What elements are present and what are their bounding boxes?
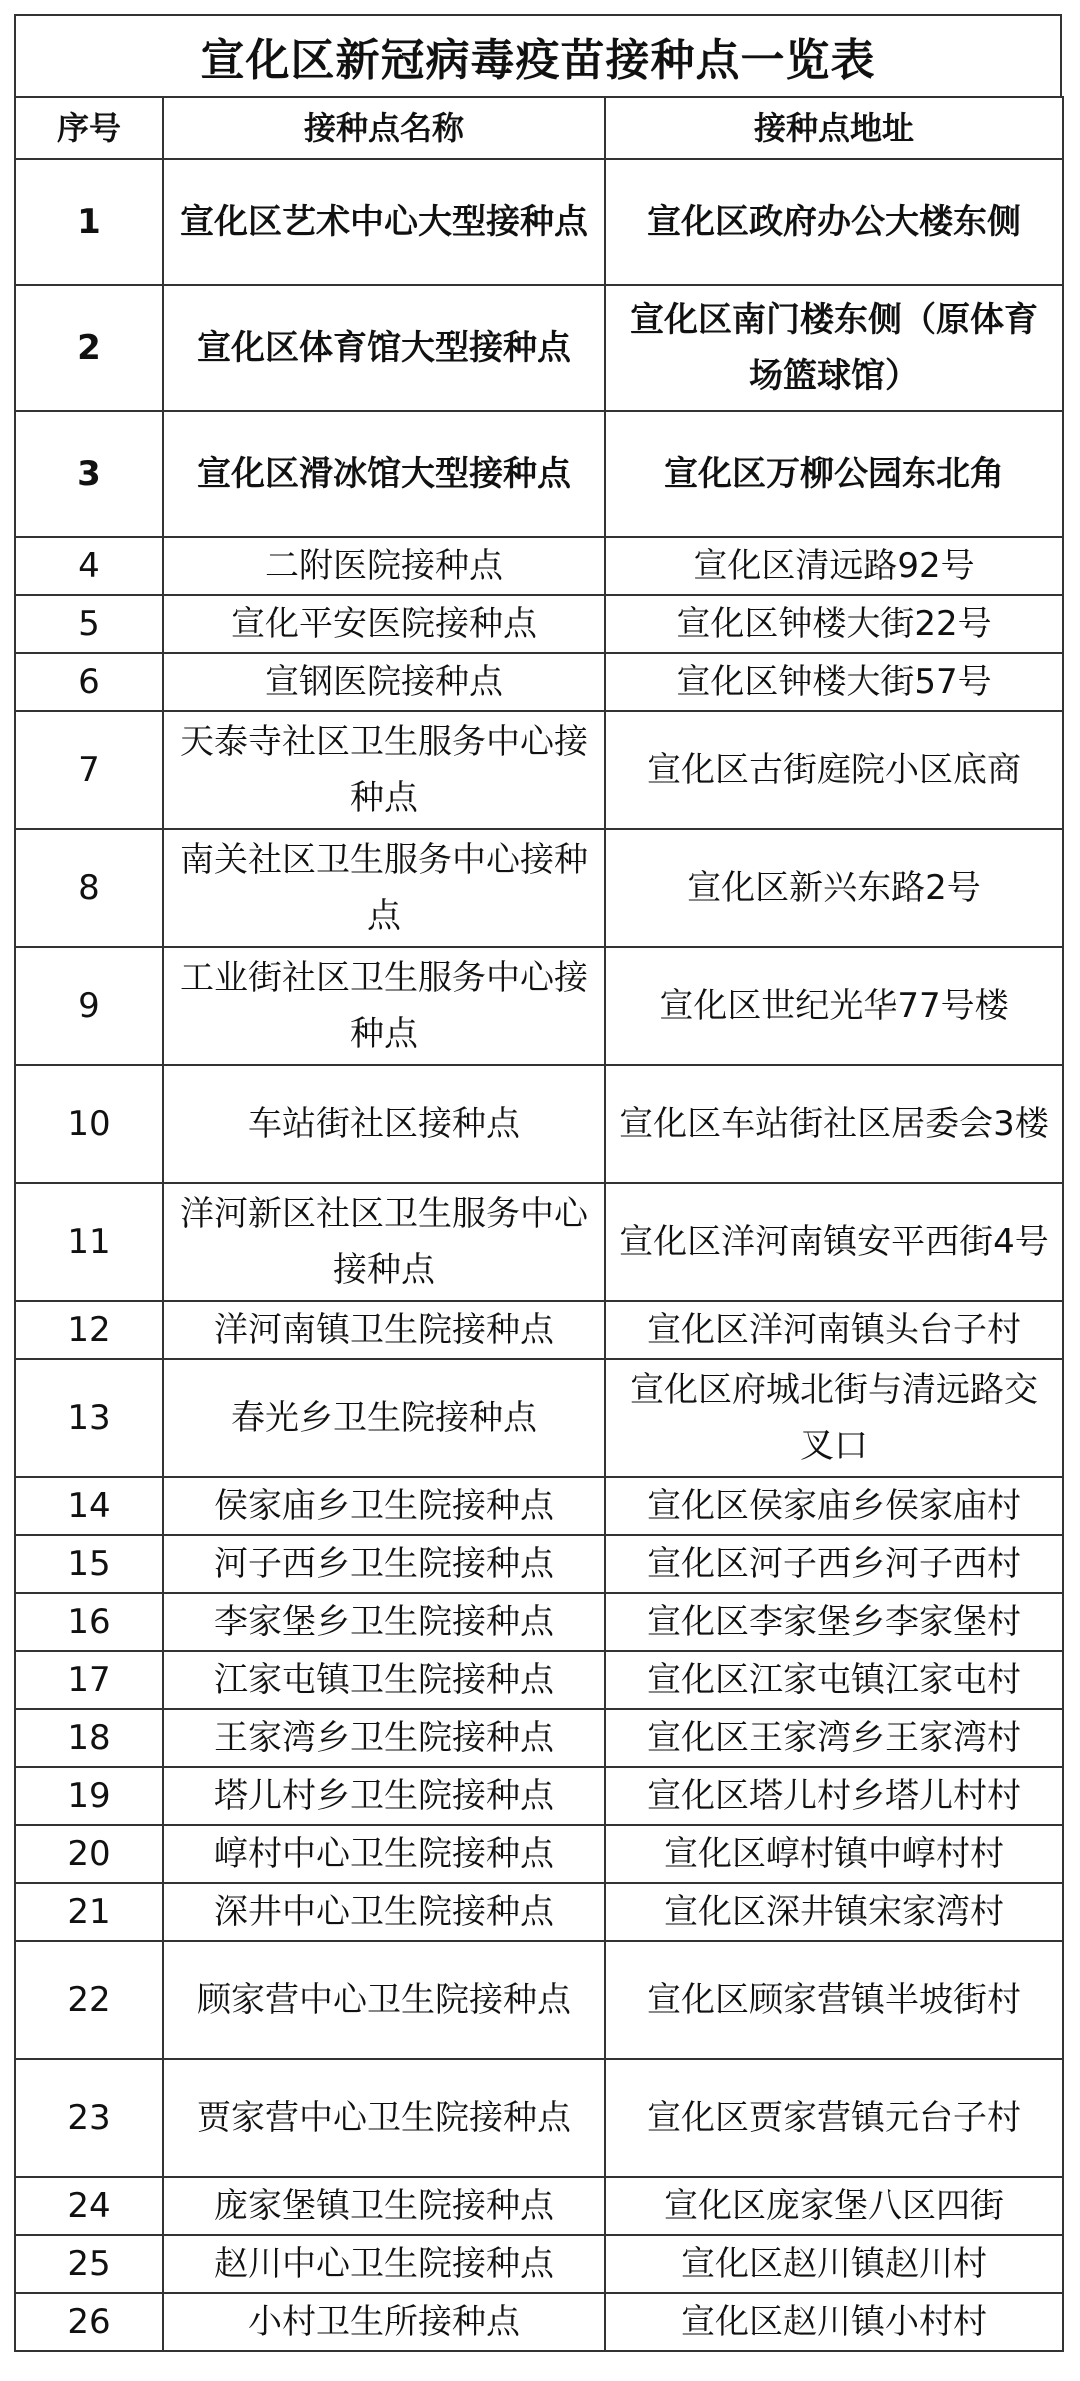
page-title: 宣化区新冠病毒疫苗接种点一览表 bbox=[14, 14, 1062, 96]
row-name: 江家屯镇卫生院接种点 bbox=[163, 1651, 605, 1709]
table-row bbox=[15, 159, 1063, 285]
row-index: 15 bbox=[15, 1535, 163, 1593]
row-index: 13 bbox=[15, 1359, 163, 1477]
row-address: 宣化区顾家营镇半坡街村 bbox=[605, 1941, 1063, 2059]
row-address: 宣化区清远路92号 bbox=[605, 537, 1063, 595]
vaccination-sites-sheet bbox=[14, 14, 1062, 2364]
header-index: 序号 bbox=[15, 97, 163, 159]
row-address: 宣化区钟楼大街57号 bbox=[605, 653, 1063, 711]
row-address: 宣化区崞村镇中崞村村 bbox=[605, 1825, 1063, 1883]
row-index: 10 bbox=[15, 1065, 163, 1183]
row-name: 小村卫生所接种点 bbox=[163, 2293, 605, 2351]
row-index: 22 bbox=[15, 1941, 163, 2059]
table-row bbox=[15, 2235, 1063, 2293]
table-row bbox=[15, 285, 1063, 411]
row-index: 14 bbox=[15, 1477, 163, 1535]
row-name: 河子西乡卫生院接种点 bbox=[163, 1535, 605, 1593]
table-row bbox=[15, 1767, 1063, 1825]
row-address: 宣化区钟楼大街22号 bbox=[605, 595, 1063, 653]
row-name: 宣化区艺术中心大型接种点 bbox=[163, 159, 605, 285]
row-address: 宣化区塔儿村乡塔儿村村 bbox=[605, 1767, 1063, 1825]
table-row bbox=[15, 1883, 1063, 1941]
row-address: 宣化区古街庭院小区底商 bbox=[605, 711, 1063, 829]
row-name: 洋河新区社区卫生服务中心接种点 bbox=[163, 1183, 605, 1301]
row-index: 11 bbox=[15, 1183, 163, 1301]
row-address: 宣化区贾家营镇元台子村 bbox=[605, 2059, 1063, 2177]
row-name: 王家湾乡卫生院接种点 bbox=[163, 1709, 605, 1767]
row-address: 宣化区王家湾乡王家湾村 bbox=[605, 1709, 1063, 1767]
row-index: 6 bbox=[15, 653, 163, 711]
table-row bbox=[15, 1651, 1063, 1709]
row-name: 赵川中心卫生院接种点 bbox=[163, 2235, 605, 2293]
row-address: 宣化区赵川镇赵川村 bbox=[605, 2235, 1063, 2293]
table-row bbox=[15, 2059, 1063, 2177]
row-name: 宣化平安医院接种点 bbox=[163, 595, 605, 653]
table-row bbox=[15, 1825, 1063, 1883]
row-name: 车站街社区接种点 bbox=[163, 1065, 605, 1183]
row-name: 宣钢医院接种点 bbox=[163, 653, 605, 711]
row-index: 7 bbox=[15, 711, 163, 829]
table-row bbox=[15, 537, 1063, 595]
table-row bbox=[15, 829, 1063, 947]
row-name: 顾家营中心卫生院接种点 bbox=[163, 1941, 605, 2059]
table-row bbox=[15, 1301, 1063, 1359]
row-name: 李家堡乡卫生院接种点 bbox=[163, 1593, 605, 1651]
table-row bbox=[15, 595, 1063, 653]
row-name: 宣化区滑冰馆大型接种点 bbox=[163, 411, 605, 537]
table-row bbox=[15, 2177, 1063, 2235]
row-address: 宣化区深井镇宋家湾村 bbox=[605, 1883, 1063, 1941]
vaccination-sites-table bbox=[14, 96, 1064, 2352]
row-index: 21 bbox=[15, 1883, 163, 1941]
row-index: 24 bbox=[15, 2177, 163, 2235]
row-index: 26 bbox=[15, 2293, 163, 2351]
table-row bbox=[15, 1183, 1063, 1301]
row-index: 3 bbox=[15, 411, 163, 537]
row-address: 宣化区政府办公大楼东侧 bbox=[605, 159, 1063, 285]
row-address: 宣化区洋河南镇安平西街4号 bbox=[605, 1183, 1063, 1301]
row-address: 宣化区庞家堡八区四街 bbox=[605, 2177, 1063, 2235]
row-name: 塔儿村乡卫生院接种点 bbox=[163, 1767, 605, 1825]
row-index: 8 bbox=[15, 829, 163, 947]
table-row bbox=[15, 1477, 1063, 1535]
row-index: 4 bbox=[15, 537, 163, 595]
row-name: 工业街社区卫生服务中心接种点 bbox=[163, 947, 605, 1065]
header-address: 接种点地址 bbox=[605, 97, 1063, 159]
row-index: 9 bbox=[15, 947, 163, 1065]
table-row bbox=[15, 711, 1063, 829]
row-name: 洋河南镇卫生院接种点 bbox=[163, 1301, 605, 1359]
row-address: 宣化区江家屯镇江家屯村 bbox=[605, 1651, 1063, 1709]
row-address: 宣化区世纪光华77号楼 bbox=[605, 947, 1063, 1065]
row-name: 深井中心卫生院接种点 bbox=[163, 1883, 605, 1941]
row-address: 宣化区侯家庙乡侯家庙村 bbox=[605, 1477, 1063, 1535]
row-address: 宣化区车站街社区居委会3楼 bbox=[605, 1065, 1063, 1183]
row-name: 宣化区体育馆大型接种点 bbox=[163, 285, 605, 411]
row-name: 二附医院接种点 bbox=[163, 537, 605, 595]
row-index: 16 bbox=[15, 1593, 163, 1651]
row-index: 1 bbox=[15, 159, 163, 285]
row-name: 天泰寺社区卫生服务中心接种点 bbox=[163, 711, 605, 829]
row-index: 12 bbox=[15, 1301, 163, 1359]
table-row bbox=[15, 653, 1063, 711]
row-index: 2 bbox=[15, 285, 163, 411]
row-index: 18 bbox=[15, 1709, 163, 1767]
row-address: 宣化区李家堡乡李家堡村 bbox=[605, 1593, 1063, 1651]
table-row bbox=[15, 411, 1063, 537]
row-index: 5 bbox=[15, 595, 163, 653]
row-name: 侯家庙乡卫生院接种点 bbox=[163, 1477, 605, 1535]
row-address: 宣化区河子西乡河子西村 bbox=[605, 1535, 1063, 1593]
row-address: 宣化区万柳公园东北角 bbox=[605, 411, 1063, 537]
header-name: 接种点名称 bbox=[163, 97, 605, 159]
row-address: 宣化区府城北街与清远路交叉口 bbox=[605, 1359, 1063, 1477]
table-row bbox=[15, 1535, 1063, 1593]
row-index: 25 bbox=[15, 2235, 163, 2293]
row-index: 19 bbox=[15, 1767, 163, 1825]
row-address: 宣化区赵川镇小村村 bbox=[605, 2293, 1063, 2351]
table-row bbox=[15, 1941, 1063, 2059]
row-index: 20 bbox=[15, 1825, 163, 1883]
row-name: 南关社区卫生服务中心接种点 bbox=[163, 829, 605, 947]
row-name: 春光乡卫生院接种点 bbox=[163, 1359, 605, 1477]
row-index: 23 bbox=[15, 2059, 163, 2177]
row-address: 宣化区南门楼东侧（原体育场篮球馆） bbox=[605, 285, 1063, 411]
row-name: 贾家营中心卫生院接种点 bbox=[163, 2059, 605, 2177]
table-header-row bbox=[15, 97, 1063, 159]
row-address: 宣化区洋河南镇头台子村 bbox=[605, 1301, 1063, 1359]
row-name: 庞家堡镇卫生院接种点 bbox=[163, 2177, 605, 2235]
table-row bbox=[15, 947, 1063, 1065]
table-row bbox=[15, 1359, 1063, 1477]
table-row bbox=[15, 1065, 1063, 1183]
table-row bbox=[15, 1593, 1063, 1651]
row-index: 17 bbox=[15, 1651, 163, 1709]
row-address: 宣化区新兴东路2号 bbox=[605, 829, 1063, 947]
table-row bbox=[15, 1709, 1063, 1767]
table-row bbox=[15, 2293, 1063, 2351]
row-name: 崞村中心卫生院接种点 bbox=[163, 1825, 605, 1883]
